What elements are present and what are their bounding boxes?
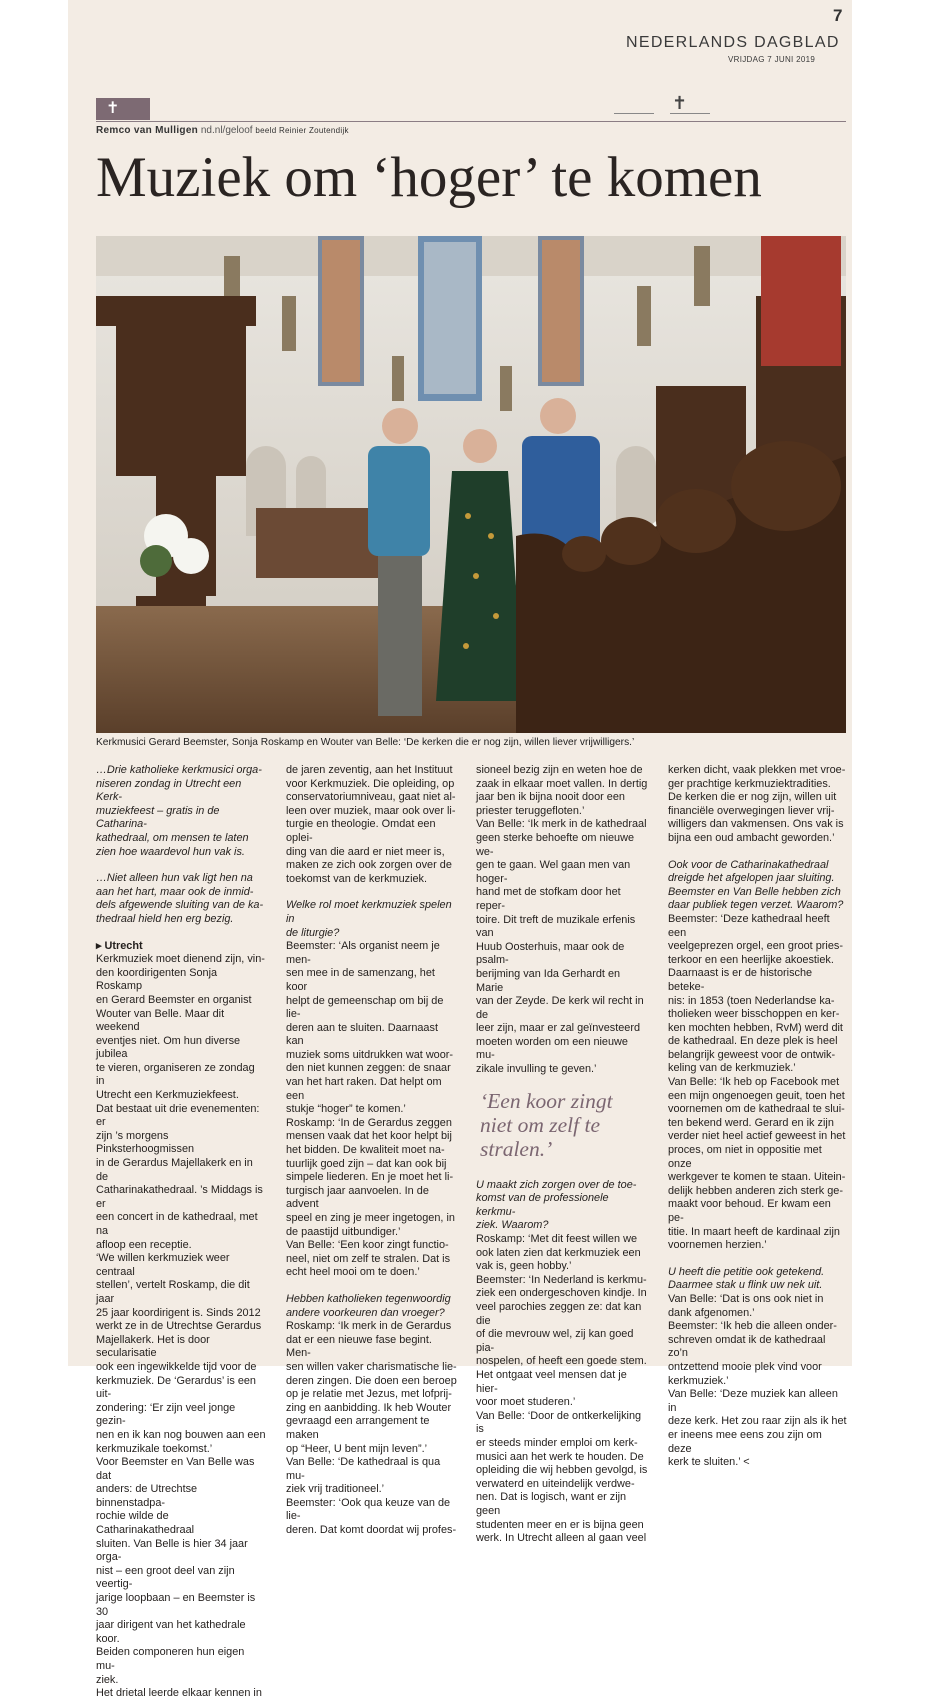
- article-column-4: [668, 764, 848, 1470]
- text-line: ▸ Utrecht: [96, 939, 143, 952]
- column-3-bottom: [476, 1179, 648, 1546]
- text-line: berijming van Ida Gerhardt en Marie: [476, 967, 621, 994]
- text-line: Beemster: ‘In Nederland is kerkmu-: [476, 1273, 647, 1286]
- text-line: deren aan te sluiten. Daarnaast kan: [286, 1021, 438, 1048]
- text-line: dank afgenomen.’: [668, 1306, 755, 1319]
- text-line: Huub Oosterhuis, maar ook de psalm-: [476, 940, 625, 967]
- text-line: delijk hebben anderen zich sterk ge-: [668, 1184, 843, 1197]
- text-line: ook laten zien dat kerkmuziek een: [476, 1246, 641, 1259]
- text-line: turgie en theologie. Omdat een oplei-: [286, 818, 436, 844]
- text-line: Roskamp: ‘Met dit feest willen we: [476, 1233, 637, 1246]
- text-line: financiële overwegingen liever vrij-: [668, 804, 835, 817]
- photo-caption: Kerkmusici Gerard Beemster, Sonja Roskamp en Wouter van Belle: ‘De kerken die er nog zijn, willen liever vrijwilligers.’: [96, 737, 635, 748]
- text-line: ding van die aard er niet meer is,: [286, 845, 445, 858]
- text-line: er steeds minder emploi om kerk-: [476, 1436, 638, 1449]
- text-line: voornemen om de kathedraal te slui-: [668, 1103, 845, 1116]
- text-line: Van Belle: ‘Door de ontkerkelijking is: [476, 1409, 642, 1436]
- text-line: voor moet studeren.’: [476, 1396, 576, 1409]
- text-line: ook een ingewikkelde tijd voor de: [96, 1360, 257, 1373]
- text-line: Beemster en Van Belle hebben zich: [668, 885, 841, 898]
- paragraph-spacer: [96, 927, 266, 940]
- column-3-top: [476, 764, 648, 1077]
- text-line: ziek een ondergeschoven kindje. In: [476, 1287, 647, 1300]
- text-line: maken ze zich ook zorgen over de: [286, 859, 452, 872]
- issue-date: VRIJDAG 7 JUNI 2019: [728, 55, 816, 64]
- text-line: kerken dicht, vaak plekken met vroe-: [668, 764, 846, 776]
- text-line: Hebben katholieken tegenwoordig: [286, 1292, 451, 1305]
- text-line: ger prachtige kerkmuziektradities.: [668, 777, 831, 790]
- text-line: Van Belle: ‘Dat is ons ook niet in: [668, 1292, 824, 1305]
- text-line: deren. Dat komt doordat wij profes-: [286, 1524, 457, 1537]
- text-line: hand met de stofkam door het reper-: [476, 886, 621, 912]
- text-line: Roskamp: ‘Ik merk in de Gerardus: [286, 1320, 452, 1333]
- author: Remco van Mulligen: [96, 125, 199, 136]
- text-line: simpele liederen. En je moet het li-: [286, 1171, 454, 1184]
- stained-glass-windows: [318, 236, 584, 401]
- text-line: nen. Dat is logisch, want er zijn geen: [476, 1491, 627, 1517]
- text-line: willigers dan vakmensen. Ons vak is: [668, 818, 844, 831]
- text-line: Beemster: ‘Ik heb die alleen onder-: [668, 1320, 837, 1333]
- text-line: zing en aanbidding. Ik heb Wouter: [286, 1401, 452, 1414]
- text-line: neel, niet om zelf te stralen. Dat is: [286, 1252, 451, 1265]
- pull-quote: ‘Een koor zingt niet om zelf te stralen.’: [480, 1088, 613, 1161]
- text-line: Utrecht een Kerkmuziekfeest.: [96, 1089, 239, 1102]
- text-line: sioneel bezig zijn en weten hoe de: [476, 764, 643, 776]
- text-line: ziek.: [96, 1673, 119, 1686]
- text-line: belangrijk geweest voor de ontwik-: [668, 1048, 836, 1061]
- paragraph-spacer: [96, 859, 266, 872]
- text-line: …Drie katholieke kerkmusici orga-: [96, 764, 262, 776]
- photo-credit: beeld Reinier Zoutendijk: [255, 126, 349, 135]
- text-line: thedraal hield hen erg bezig.: [96, 912, 234, 925]
- text-line: ‘We willen kerkmuziek weer centraal: [96, 1252, 230, 1278]
- text-line: den niet kunnen zeggen: de snaar: [286, 1062, 451, 1075]
- text-line: stukje “hoger” te komen.’: [286, 1103, 406, 1116]
- text-line: bijna een oud ambacht geworden.’: [668, 831, 835, 844]
- text-line: nospelen, of heeft een goede stem.: [476, 1355, 647, 1368]
- text-line: de paastijd uitbundiger.’: [286, 1225, 401, 1238]
- text-line: dat er een nieuwe fase begint. Men-: [286, 1333, 432, 1360]
- section-url: nd.nl/geloof: [200, 125, 253, 136]
- text-line: keling van de kerkmuziek.’: [668, 1062, 796, 1075]
- text-line: Van Belle: ‘Een koor zingt functio-: [286, 1239, 449, 1252]
- text-line: Het drietal leerde elkaar kennen in: [96, 1687, 262, 1700]
- text-line: verwaterd en uiteindelijk verdwe-: [476, 1477, 635, 1490]
- text-line: sen willen vaker charismatische lie-: [286, 1360, 457, 1373]
- text-line: op je relatie met Jezus, met lofprij-: [286, 1388, 452, 1401]
- text-line: ziek vrij traditioneel.’: [286, 1483, 385, 1496]
- text-line: proces, om niet in oppositie met onze: [668, 1144, 822, 1170]
- text-line: komst van de professionele kerkmu-: [476, 1192, 609, 1218]
- text-line: werkgever te komen te staan. Uitein-: [668, 1171, 846, 1184]
- text-line: schreven omdat ik de kathedraal zo’n: [668, 1333, 826, 1360]
- text-line: 25 jaar koordirigent is. Sinds 2012: [96, 1306, 261, 1319]
- text-line: tholieken weer bisschoppen en ker-: [668, 1008, 840, 1021]
- text-line: opleiding die wij hebben gevolgd, is: [476, 1464, 648, 1477]
- text-line: muziekfeest – gratis in de Catharina-: [96, 804, 220, 831]
- cathedral-photo-illustration: [96, 236, 846, 733]
- text-line: maakt voor behoud. Er kwam een pe-: [668, 1198, 831, 1224]
- text-line: deren zingen. Die doen een beroep: [286, 1374, 457, 1387]
- article-column-2: [286, 764, 458, 1538]
- text-line: van der Zeyde. De kerk wil recht in de: [476, 995, 644, 1021]
- text-line: gen te gaan. Wel gaan men van hoger-: [476, 859, 631, 885]
- cross-icon: ✝: [672, 93, 688, 113]
- paragraph-spacer: [286, 886, 458, 899]
- text-line: mensen vaak dat het koor helpt bij: [286, 1130, 452, 1143]
- text-line: tuurlijk goed zijn – dat kan ook bij: [286, 1157, 447, 1170]
- text-line: nis: in 1853 (toen Nederlandse ka-: [668, 994, 835, 1007]
- text-line: van het hart raken. Dat helpt om een: [286, 1076, 442, 1102]
- text-line: priester teruggefloten.’: [476, 804, 585, 817]
- paragraph-spacer: [668, 1253, 848, 1266]
- text-line: Welke rol moet kerkmuziek spelen in: [286, 899, 452, 925]
- text-line: zijn ’s morgens Pinksterhoogmissen: [96, 1129, 195, 1156]
- text-line: werk. In Utrecht alleen al gaan veel: [476, 1532, 647, 1545]
- text-line: ziek. Waarom?: [476, 1219, 549, 1232]
- text-line: conservatoriumniveau, gaat niet al-: [286, 791, 456, 804]
- text-line: veel parochies zeggen ze: dat kan die: [476, 1301, 642, 1327]
- text-line: Van Belle: ‘Ik heb op Facebook met: [668, 1076, 840, 1089]
- text-line: anders: de Utrechtse binnenstadpa-: [96, 1483, 198, 1509]
- text-line: jaar ben ik bijna nooit door een: [476, 791, 625, 804]
- text-line: jarige loopbaan – en Beemster is 30: [96, 1592, 256, 1618]
- text-line: Daarnaast is er de historische beteke-: [668, 967, 813, 993]
- text-line: zien hoe waardevol hun vak is.: [96, 845, 245, 858]
- text-line: sluiten. Van Belle is hier 34 jaar orga-: [96, 1537, 248, 1564]
- text-line: andere voorkeuren dan vroeger?: [286, 1306, 445, 1319]
- text-line: Dat bestaat uit drie evenementen: er: [96, 1102, 260, 1129]
- text-line: verder niet heel actief geweest in het: [668, 1130, 846, 1143]
- text-line: speel en zing je meer ingetogen, in: [286, 1212, 455, 1224]
- text-line: deze kerk. Het zou raar zijn als ik het: [668, 1415, 847, 1428]
- text-line: dels afgewende sluiting van de ka-: [96, 899, 264, 912]
- text-line: muziek soms uitdrukken wat woor-: [286, 1048, 454, 1061]
- text-line: U maakt zich zorgen over de toe-: [476, 1178, 637, 1191]
- text-line: vak is, geen hobby.’: [476, 1260, 572, 1273]
- text-line: De kerken die er nog zijn, willen uit: [668, 791, 837, 804]
- text-line: musici aan het werk te houden. De: [476, 1450, 644, 1463]
- text-line: er ineens mee eens zou zijn om deze: [668, 1428, 822, 1455]
- article-column-3: [476, 764, 648, 1546]
- text-line: sen mee in de samenzang, het koor: [286, 967, 435, 993]
- text-line: eventjes niet. Om hun diverse jubilea: [96, 1034, 241, 1061]
- text-line: Ook voor de Catharinakathedraal: [668, 858, 829, 871]
- text-line: een concert in de kathedraal, met na: [96, 1211, 258, 1237]
- text-line: de jaren zeventig, aan het Instituut: [286, 764, 453, 776]
- text-line: Roskamp: ‘In de Gerardus zeggen: [286, 1116, 452, 1129]
- text-line: studenten meer en er is bijna geen: [476, 1518, 644, 1531]
- text-line: Voor Beemster en Van Belle was dat: [96, 1456, 255, 1482]
- text-line: toekomst van de kerkmuziek.: [286, 872, 428, 885]
- text-line: stellen’, vertelt Roskamp, die dit jaar: [96, 1279, 250, 1305]
- text-line: zaak in elkaar moet vallen. In dertig: [476, 777, 648, 790]
- byline: [96, 125, 349, 136]
- text-line: Van Belle: ‘Ik merk in de kathedraal: [476, 818, 647, 831]
- divider: [614, 113, 654, 114]
- section-rule: [96, 121, 846, 122]
- text-line: kathedraal, om mensen te laten: [96, 831, 249, 844]
- text-line: Majellakerk. Het is door secularisatie: [96, 1333, 210, 1360]
- text-line: Beemster: ‘Ook qua keuze van de lie-: [286, 1496, 451, 1523]
- text-line: rochie wilde de Catharinakathedraal: [96, 1510, 195, 1537]
- text-line: op “Heer, U bent mijn leven”.’: [286, 1442, 428, 1455]
- text-line: veelgeprezen orgel, een groot pries-: [668, 940, 843, 953]
- text-line: U heeft die petitie ook getekend.: [668, 1265, 825, 1278]
- article-photo: [96, 236, 846, 733]
- text-line: aan het hart, maar ook de inmid-: [96, 885, 254, 898]
- text-line: helpt de gemeenschap om bij de lie-: [286, 994, 444, 1021]
- text-line: kerk te sluiten.’ <: [668, 1456, 750, 1469]
- text-line: een mijn ongenoegen geuit, toen het: [668, 1089, 845, 1102]
- text-line: werkt ze in de Utrechtse Gerardus: [96, 1320, 262, 1333]
- text-line: Catharinakathedraal. ’s Middags is er: [96, 1184, 263, 1210]
- text-line: het bidden. De kwaliteit moet na-: [286, 1144, 445, 1157]
- text-line: titie. In maart heeft de kardinaal zijn: [668, 1225, 840, 1238]
- text-line: of die mevrouw wel, zij kan goed pia-: [476, 1328, 634, 1354]
- text-line: leen over muziek, maar ook over li-: [286, 804, 456, 817]
- text-line: ontzettend mooie plek vind voor: [668, 1360, 822, 1373]
- text-line: nen en ik kan nog bouwen aan een: [96, 1428, 266, 1441]
- text-line: ken mochten hebben, RvM) werd dit: [668, 1021, 843, 1034]
- text-line: nist – een groot deel van zijn veertig-: [96, 1564, 235, 1591]
- text-line: jaar dirigent van het kathedrale koor.: [96, 1619, 246, 1645]
- text-line: zondering: ‘Er zijn veel jonge gezin-: [96, 1401, 236, 1428]
- text-line: gevraagd een arrangement te maken: [286, 1415, 430, 1441]
- text-line: Beemster: ‘Deze kathedraal heeft een: [668, 912, 830, 939]
- text-line: in de Gerardus Majellakerk en in de: [96, 1157, 253, 1183]
- text-line: Daarmee stak u flink uw nek uit.: [668, 1279, 823, 1292]
- text-line: en Gerard Beemster en organist: [96, 993, 252, 1006]
- headline: Muziek om ‘hoger’ te komen: [96, 146, 762, 209]
- text-line: voornemen herzien.’: [668, 1239, 767, 1252]
- text-line: zikale invulling te geven.’: [476, 1063, 597, 1076]
- text-line: Wouter van Belle. Maar dit weekend: [96, 1007, 225, 1034]
- section-cross-icon: ✝: [96, 98, 150, 120]
- text-line: kerkmuziek. De ‘Gerardus’ is een uit-: [96, 1374, 256, 1401]
- text-line: de kathedraal. En deze plek is heel: [668, 1035, 838, 1048]
- text-line: ten bekend werd. Gerard en ik zijn: [668, 1116, 834, 1129]
- text-line: leer zijn, maar er zal geïnvesteerd: [476, 1022, 641, 1035]
- text-line: daar publiek tegen verzet. Waarom?: [668, 899, 844, 912]
- text-line: dreigde het afgelopen jaar sluiting.: [668, 872, 835, 885]
- text-line: toire. Dit treft de muzikale erfenis van: [476, 913, 636, 940]
- divider: [670, 113, 710, 114]
- text-line: kerkmuziek.’: [668, 1374, 729, 1387]
- text-line: Het ontgaat veel mensen dat je hier-: [476, 1368, 627, 1395]
- text-line: turgisch jaar aanvoelen. In de advent: [286, 1184, 429, 1211]
- masthead: NEDERLANDS DAGBLAD: [626, 34, 840, 51]
- text-line: moeten worden om een nieuwe mu-: [476, 1035, 628, 1062]
- text-line: Van Belle: ‘Deze muziek kan alleen in: [668, 1388, 838, 1414]
- text-line: niseren zondag in Utrecht een Kerk-: [96, 777, 242, 804]
- paragraph-spacer: [286, 1280, 458, 1293]
- text-line: te vieren, organiseren ze zondag in: [96, 1061, 255, 1088]
- text-line: Van Belle: ‘De kathedraal is qua mu-: [286, 1456, 441, 1482]
- text-line: …Niet alleen hun vak ligt hen na: [96, 872, 253, 885]
- text-line: Kerkmuziek moet dienend zijn, vin-: [96, 953, 265, 966]
- text-line: terkoor en een heerlijke akoestiek.: [668, 953, 834, 966]
- text-line: voor Kerkmuziek. Die opleiding, op: [286, 777, 455, 790]
- text-line: de liturgie?: [286, 926, 340, 939]
- page-number: 7: [833, 6, 843, 25]
- text-line: den koordirigenten Sonja Roskamp: [96, 966, 218, 993]
- article-column-1: [96, 764, 266, 1701]
- text-line: Beemster: ‘Als organist neem je men-: [286, 940, 440, 966]
- text-line: afloop een receptie.: [96, 1238, 192, 1251]
- text-line: Beiden componeren hun eigen mu-: [96, 1646, 245, 1672]
- text-line: echt heel mooi om te doen.’: [286, 1266, 420, 1279]
- paragraph-spacer: [668, 846, 848, 859]
- text-line: kerkmuzikale toekomst.’: [96, 1442, 213, 1455]
- text-line: geen sterke behoefte om nieuwe we-: [476, 831, 635, 858]
